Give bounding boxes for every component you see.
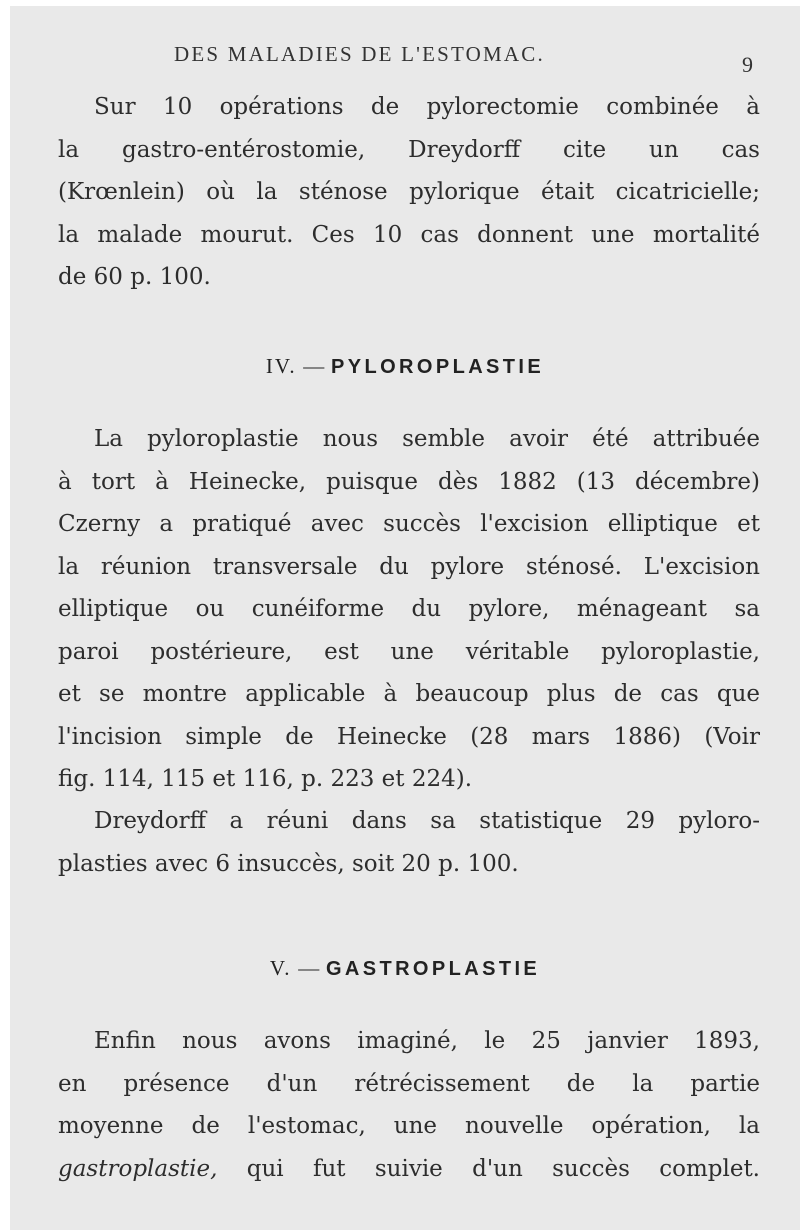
paragraph-gastroplastie (58, 1020, 760, 1190)
text-line: Czerny a pratiqué avec succès l'excision elliptique et (58, 511, 760, 537)
text-line: (Krœnlein) où la sténose pylorique était cicatricielle; (58, 179, 760, 205)
section-number: IV. (265, 354, 297, 378)
paragraph-pylorectomie (58, 86, 760, 299)
text-line: moyenne de l'estomac, une nouvelle opération, la (58, 1113, 760, 1139)
text-line: Sur 10 opérations de pylorectomie combinée à (94, 94, 760, 120)
section-title: PYLOROPLASTIE (330, 356, 545, 378)
section-dash: — (298, 956, 320, 980)
text-fragment: qui fut suivie d'un succès complet. (217, 1155, 760, 1182)
book-page (10, 6, 800, 1230)
section-heading-pyloroplastie (10, 354, 800, 379)
paragraph-dreydorff (58, 800, 760, 885)
text-line: de 60 p. 100. (58, 264, 211, 290)
section-heading-gastroplastie (10, 956, 800, 981)
italic-term: gastroplastie, (58, 1155, 218, 1182)
text-line: fig. 114, 115 et 116, p. 223 et 224). (58, 766, 473, 792)
text-line: à tort à Heinecke, puisque dès 1882 (13 décembre) (58, 468, 760, 495)
section-number: V. (269, 956, 292, 980)
text-line: en présence d'un rétrécissement de la partie (58, 1070, 760, 1097)
running-head: DES MALADIES DE L'ESTOMAC. (174, 42, 545, 66)
text-line: la malade mourut. Ces 10 cas donnent une mortalité (58, 221, 760, 248)
text-line: La pyloroplastie nous semble avoir été attribuée (94, 426, 760, 452)
section-title: GASTROPLASTIE (325, 958, 541, 980)
text-line: Dreydorff a réuni dans sa statistique 29 pyloro- (94, 808, 760, 834)
text-line: plasties avec 6 insuccès, soit 20 p. 100. (58, 850, 519, 877)
text-line: la gastro-entérostomie, Dreydorff cite un cas (58, 136, 760, 163)
page-number: 9 (742, 52, 753, 77)
paragraph-pyloroplastie (58, 418, 760, 801)
text-line: la réunion transversale du pylore sténosé. L'excision (58, 553, 760, 580)
text-line: paroi postérieure, est une véritable pyloroplastie, (58, 638, 760, 665)
section-dash: — (303, 354, 325, 378)
text-line: elliptique ou cunéiforme du pylore, ménageant sa (58, 596, 760, 622)
text-line: Enfin nous avons imaginé, le 25 janvier 1893, (94, 1028, 760, 1054)
text-line (58, 1148, 760, 1191)
text-line: et se montre applicable à beaucoup plus de cas que (58, 681, 760, 707)
text-line: l'incision simple de Heinecke (28 mars 1886) (Voir (58, 723, 760, 750)
